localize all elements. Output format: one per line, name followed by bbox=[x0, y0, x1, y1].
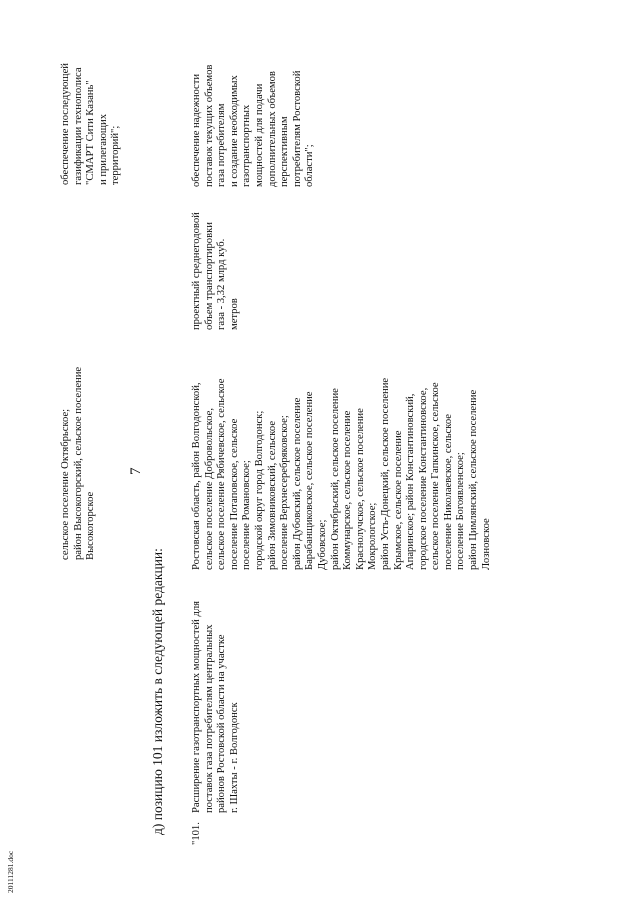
top-location-line: район Высокогорский, сельское поселение bbox=[72, 366, 84, 560]
capacity-line: метров bbox=[228, 298, 240, 330]
capacity-line: проектный среднегодовой bbox=[191, 212, 202, 330]
object-location-line: поселение Верхнесеребряковское; bbox=[279, 415, 291, 570]
top-purpose-line: и прилегающих bbox=[97, 113, 109, 185]
object-location-line: Барабанщиковское, сельское поселение bbox=[304, 391, 316, 570]
object-location-line: район Дубовский, сельское поселение bbox=[291, 397, 303, 570]
top-location-cell bbox=[60, 367, 98, 560]
page-number: 7 bbox=[128, 467, 144, 475]
object-location-line: район Усть-Донецкий, сельское поселение bbox=[379, 377, 391, 570]
top-purpose-line: территорий"; bbox=[110, 125, 122, 185]
object-location-line: Крымское, сельское поселение bbox=[392, 430, 404, 570]
object-location-line: Ростовская область, район Волгодонской, bbox=[191, 382, 202, 570]
object-location-line: сельское поселение Рябичевское, сельское bbox=[216, 378, 228, 570]
object-name-cell bbox=[191, 601, 241, 813]
purpose-cell bbox=[191, 65, 317, 187]
object-location-line: район Цимлянский, сельское поселение bbox=[468, 389, 480, 570]
object-location-line: поселение Николаевское, сельское bbox=[442, 414, 454, 570]
object-name-line: Расширение газотранспортных мощностей для bbox=[191, 600, 202, 813]
object-name-line: поставок газа потребителям центральных bbox=[203, 624, 215, 813]
capacity-line: объем транспортировки bbox=[203, 222, 215, 330]
object-location-line: поселение Потаповское, сельское bbox=[228, 418, 240, 570]
object-location-line: район Октябрьский, сельское поселение bbox=[329, 388, 341, 570]
purpose-line: и создание необходимых bbox=[228, 75, 240, 187]
object-location-line: Коммунарское, сельское поселение bbox=[342, 410, 354, 570]
purpose-line: поставок текущих объемов bbox=[203, 64, 215, 187]
purpose-line: обеспечение надежности bbox=[191, 73, 202, 187]
purpose-line: дополнительных объемов bbox=[266, 71, 278, 187]
object-location-line: Краснолучское, сельское поселение bbox=[354, 408, 366, 570]
object-location-line: Дубовское; bbox=[316, 519, 328, 570]
top-location-line: сельское поселение Октябрьское; bbox=[60, 408, 71, 560]
object-name-line: районов Ростовской области на участке bbox=[216, 634, 228, 813]
row-number: "101. bbox=[191, 822, 202, 845]
object-name-line: г. Шахты - г. Волгодонск bbox=[228, 702, 240, 813]
purpose-line: области"; bbox=[304, 144, 316, 187]
top-purpose-cell bbox=[60, 63, 123, 185]
object-location-line: Мокрологское; bbox=[367, 502, 379, 570]
object-location-line: поселение Романовское; bbox=[241, 460, 253, 570]
object-location-line: городское поселение Константиновское, bbox=[417, 387, 429, 570]
object-location-line: район Зимовниковский, сельское bbox=[266, 420, 278, 570]
document-id: 20111281.doc bbox=[6, 850, 15, 893]
capacity-cell bbox=[191, 212, 241, 330]
object-location-line: Апаринское; район Константиновский, bbox=[405, 393, 417, 570]
object-location-line: городской округ город Волгодонск; bbox=[253, 410, 265, 570]
object-location-line: поселение Богоявленское; bbox=[455, 452, 467, 570]
purpose-line: мощностей для подачи bbox=[253, 83, 265, 187]
top-location-line: Высокогорское bbox=[85, 491, 97, 560]
capacity-line: газа - 3,32 млрд куб. bbox=[216, 238, 228, 330]
section-heading: д) позицию 101 изложить в следующей редакции: bbox=[150, 548, 165, 835]
object-location-line: Лозновское bbox=[480, 518, 492, 570]
object-location-line: сельское поселение Добровольское, bbox=[203, 408, 215, 570]
top-purpose-line: обеспечение последующей bbox=[60, 63, 71, 185]
object-location-line: сельское поселение Гапкинское, сельское bbox=[430, 382, 442, 570]
purpose-line: потребителям Ростовской bbox=[291, 70, 303, 187]
object-location-cell bbox=[191, 378, 493, 570]
purpose-line: газотранспортных bbox=[241, 104, 253, 187]
purpose-line: газа потребителям bbox=[216, 103, 228, 187]
top-purpose-line: газификации технополиса bbox=[72, 67, 84, 185]
top-purpose-line: "СМАРТ Сити Казань" bbox=[85, 80, 97, 185]
purpose-line: перспективным bbox=[279, 116, 291, 187]
